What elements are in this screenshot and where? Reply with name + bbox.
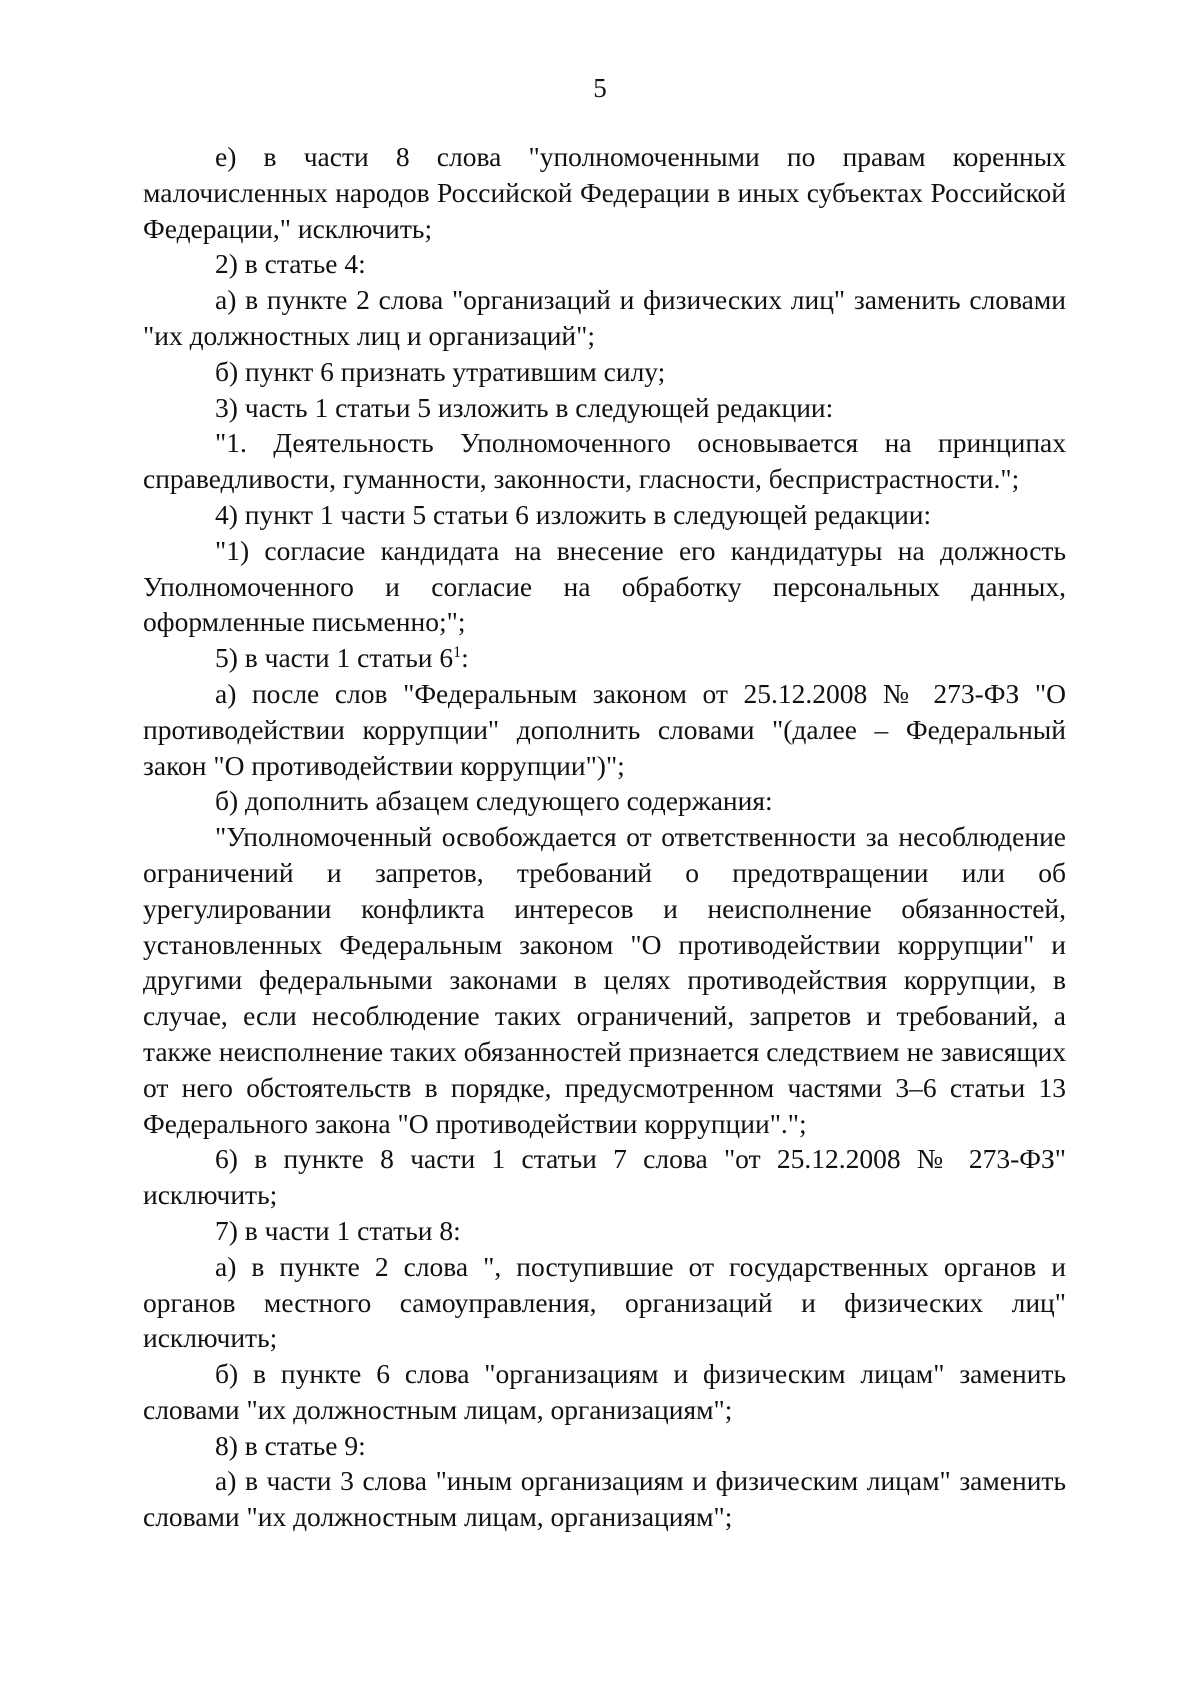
paragraph: б) дополнить абзацем следующего содержания: <box>215 785 773 817</box>
paragraph-suffix: : <box>461 642 469 674</box>
paragraph: 6) в пункте 8 части 1 статьи 7 слова "от 25.12.2008 № 273-ФЗ" исключить; <box>143 1143 1066 1211</box>
paragraph: "1. Деятельность Уполномоченного основывается на принципах справедливости, гуманности, законности, гласности, беспристрастности."; <box>143 427 1066 495</box>
paragraph: 3) часть 1 статьи 5 изложить в следующей редакции: <box>215 391 834 423</box>
paragraph: б) пункт 6 признать утратившим силу; <box>215 355 666 387</box>
paragraph <box>143 640 1066 676</box>
paragraph: а) в пункте 2 слова "организаций и физических лиц" заменить словами "их должностных лиц и организаций"; <box>143 284 1066 351</box>
paragraph: 2) в статье 4: <box>215 248 366 280</box>
paragraph: е) в части 8 слова "уполномоченными по правам коренных малочисленных народов Российской Федерации в иных субъектах Российской Федерации," исключить; <box>143 141 1066 244</box>
paragraph-text: 5) в части 1 статьи 6 <box>215 642 454 674</box>
paragraph: б) в пункте 6 слова "организациям и физическим лицам" заменить словами "их должностным лицам, организациям"; <box>143 1358 1066 1425</box>
article-superscript: 1 <box>453 644 462 661</box>
paragraph: "1) согласие кандидата на внесение его кандидатуры на должность Уполномоченного и согласие на обработку персональных данных, оформленные письменно;"; <box>143 534 1066 638</box>
paragraph: 7) в части 1 статьи 8: <box>215 1214 461 1246</box>
paragraph: 8) в статье 9: <box>215 1429 366 1461</box>
paragraph: а) в части 3 слова "иным организациям и физическим лицам" заменить словами "их должностным лицам, организациям"; <box>143 1465 1066 1533</box>
document-body <box>143 139 1066 1535</box>
page-number: 5 <box>593 73 607 103</box>
paragraph: а) в пункте 2 слова ", поступившие от государственных органов и органов местного самоуправления, организаций и физических лиц" исключить; <box>143 1250 1066 1354</box>
paragraph: а) после слов "Федеральным законом от 25.12.2008 № 273-ФЗ "О противодействии коррупции" дополнить словами "(далее – Федеральный закон "О противодействии коррупции")"; <box>143 677 1066 781</box>
paragraph: "Уполномоченный освобождается от ответственности за несоблюдение ограничений и запретов, требований о предотвращении или об урегулировании конфликта интересов и неисполнение обязанностей, установленных Федеральным законом "О противодействии коррупции" и другими федеральными законами в целях противодействия коррупции, в случае, если несоблюдение таких ограничений, запретов и требований, а также неисполнение таких обязанностей признается следствием не зависящих от него обстоятельств в порядке, предусмотренном частями 3–6 статьи 13 Федерального закона "О противодействии коррупции"."; <box>143 821 1066 1139</box>
paragraph: 4) пункт 1 части 5 статьи 6 изложить в следующей редакции: <box>215 498 932 530</box>
